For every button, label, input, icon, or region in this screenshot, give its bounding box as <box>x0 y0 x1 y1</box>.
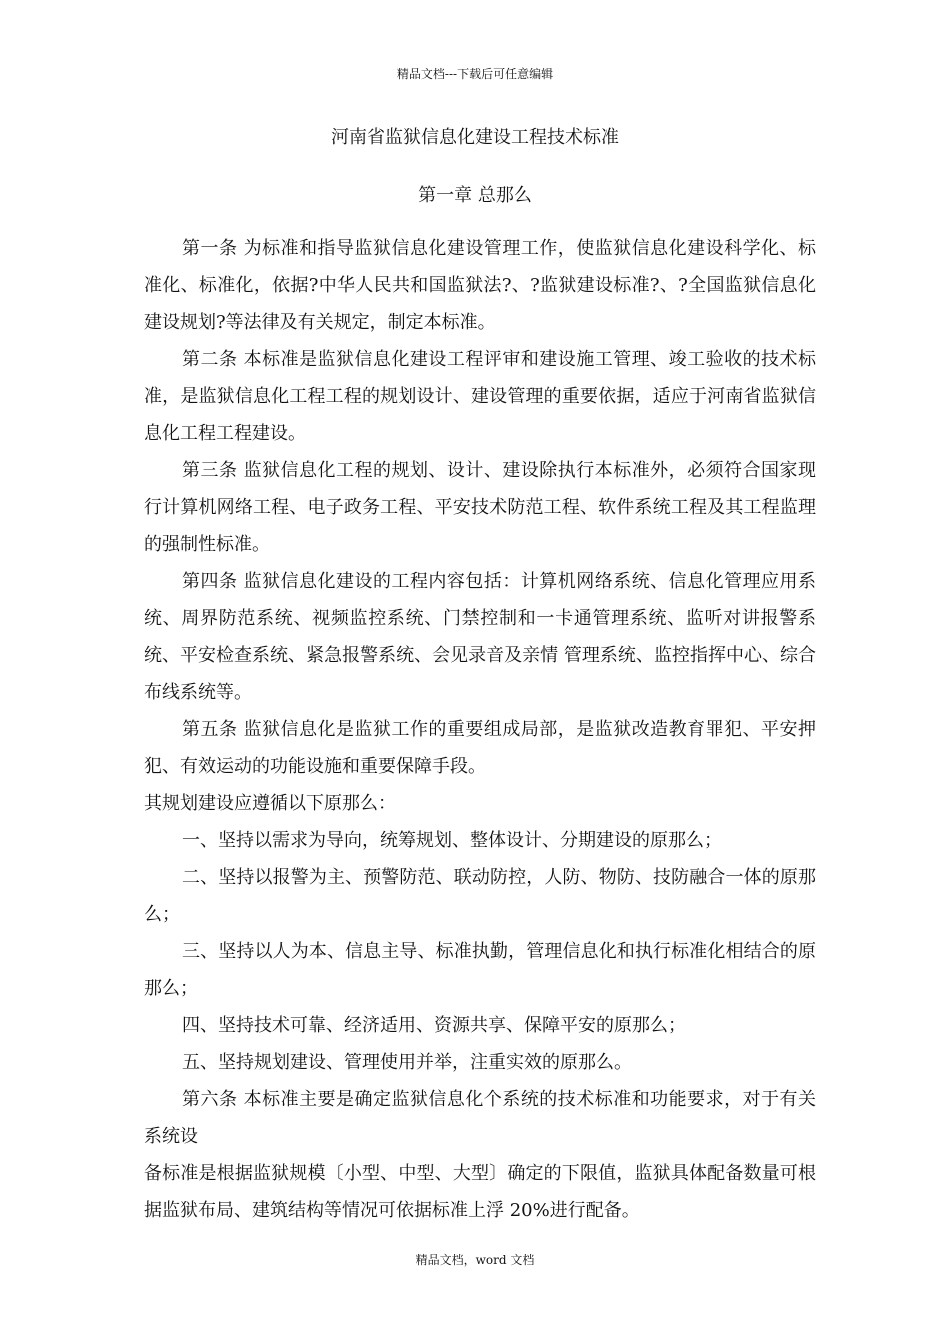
article-2-paragraph: 第二条 本标准是监狱信息化建设工程评审和建设施工管理、竣工验收的技术标准，是监狱信息化工程工程的规划设计、建设管理的重要依据，适应于河南省监狱信息化工程工程建设。 <box>144 349 816 444</box>
article-1-paragraph: 第一条 为标准和指导监狱信息化建设管理工作，使监狱信息化建设科学化、标准化、标准化，依据?中华人民共和国监狱法?、?监狱建设标准?、?全国监狱信息化建设规划?等法律及有关规定，制定本标准。 <box>144 238 816 333</box>
article-3-paragraph: 第三条 监狱信息化工程的规划、设计、建设除执行本标准外，必须符合国家现行计算机网络工程、电子政务工程、平安技术防范工程、软件系统工程及其工程监理的强制性标准。 <box>144 460 816 555</box>
principle-4-paragraph: 四、坚持技术可靠、经济适用、资源共享、保障平安的原那么； <box>182 1015 686 1036</box>
principle-5-paragraph: 五、坚持规划建设、管理使用并举，注重实效的原那么。 <box>182 1052 632 1073</box>
article-6-paragraph: 第六条 本标准主要是确定监狱信息化个系统的技术标准和功能要求，对于有关系统设 <box>144 1089 816 1147</box>
page-footer-note: 精品文档，word 文档 <box>415 1253 535 1267</box>
principle-1-paragraph: 一、坚持以需求为导向，统筹规划、整体设计、分期建设的原那么； <box>182 830 722 851</box>
principle-3-paragraph: 三、坚持以人为本、信息主导、标准执勤，管理信息化和执行标准化相结合的原那么； <box>144 941 816 999</box>
principle-2-paragraph: 二、坚持以报警为主、预警防范、联动防控，人防、物防、技防融合一体的原那么； <box>144 867 816 925</box>
article-5-paragraph: 第五条 监狱信息化是监狱工作的重要组成局部，是监狱改造教育罪犯、平安押犯、有效运动的功能设施和重要保障手段。 <box>144 719 816 777</box>
page-header-note: 精品文档---下载后可任意编辑 <box>396 67 554 81</box>
chapter-heading: 第一章 总那么 <box>418 185 532 206</box>
article-6-continuation-paragraph: 备标准是根据监狱规模〔小型、中型、大型〕确定的下限值，监狱具体配备数量可根据监狱布局、建筑结构等情况可依据标准上浮 20%进行配备。 <box>144 1163 816 1221</box>
principles-intro-paragraph: 其规划建设应遵循以下原那么： <box>144 793 396 814</box>
document-body <box>144 230 816 1229</box>
article-4-paragraph: 第四条 监狱信息化建设的工程内容包括：计算机网络系统、信息化管理应用系统、周界防范系统、视频监控系统、门禁控制和一卡通管理系统、监听对讲报警系统、平安检查系统、紧急报警系统、会见录音及亲情 管理系统、监控指挥中心、综合布线系统等。 <box>144 571 816 703</box>
document-title: 河南省监狱信息化建设工程技术标准 <box>331 127 619 148</box>
